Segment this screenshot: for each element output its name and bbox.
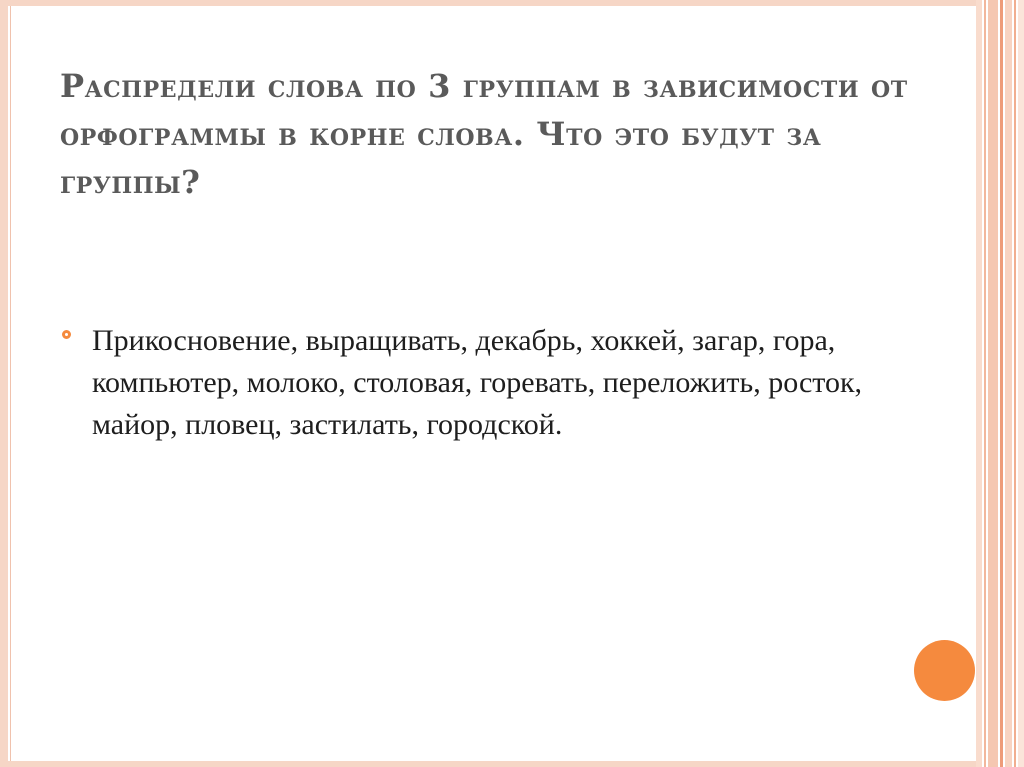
left-border-line: [10, 0, 11, 767]
slide-content: [62, 320, 902, 446]
left-border-band: [0, 0, 8, 767]
stripe: [984, 0, 986, 767]
bullet-item: [62, 320, 902, 446]
right-stripes-decor: [976, 0, 1024, 767]
stripe: [1014, 0, 1016, 767]
stripe: [1000, 0, 1003, 767]
bullet-text: Прикосновение, выращивать, декабрь, хоккей, загар, гора, компьютер, молоко, столовая, горевать, переложить, росток, майор, пловец, застилать, городской.: [92, 324, 863, 441]
stripe: [976, 0, 982, 767]
orange-ring-bullet-icon: [62, 330, 71, 339]
orange-circle-decor-icon: [914, 640, 975, 701]
stripe: [988, 0, 998, 767]
top-frame-band: [8, 0, 976, 6]
slide-title: Распредели слова по 3 группам в зависимости от орфограммы в корне слова. Что это будут за группы?: [60, 67, 908, 201]
stripe: [1005, 0, 1012, 767]
stripe: [1018, 0, 1024, 767]
bottom-frame-band: [8, 761, 976, 767]
